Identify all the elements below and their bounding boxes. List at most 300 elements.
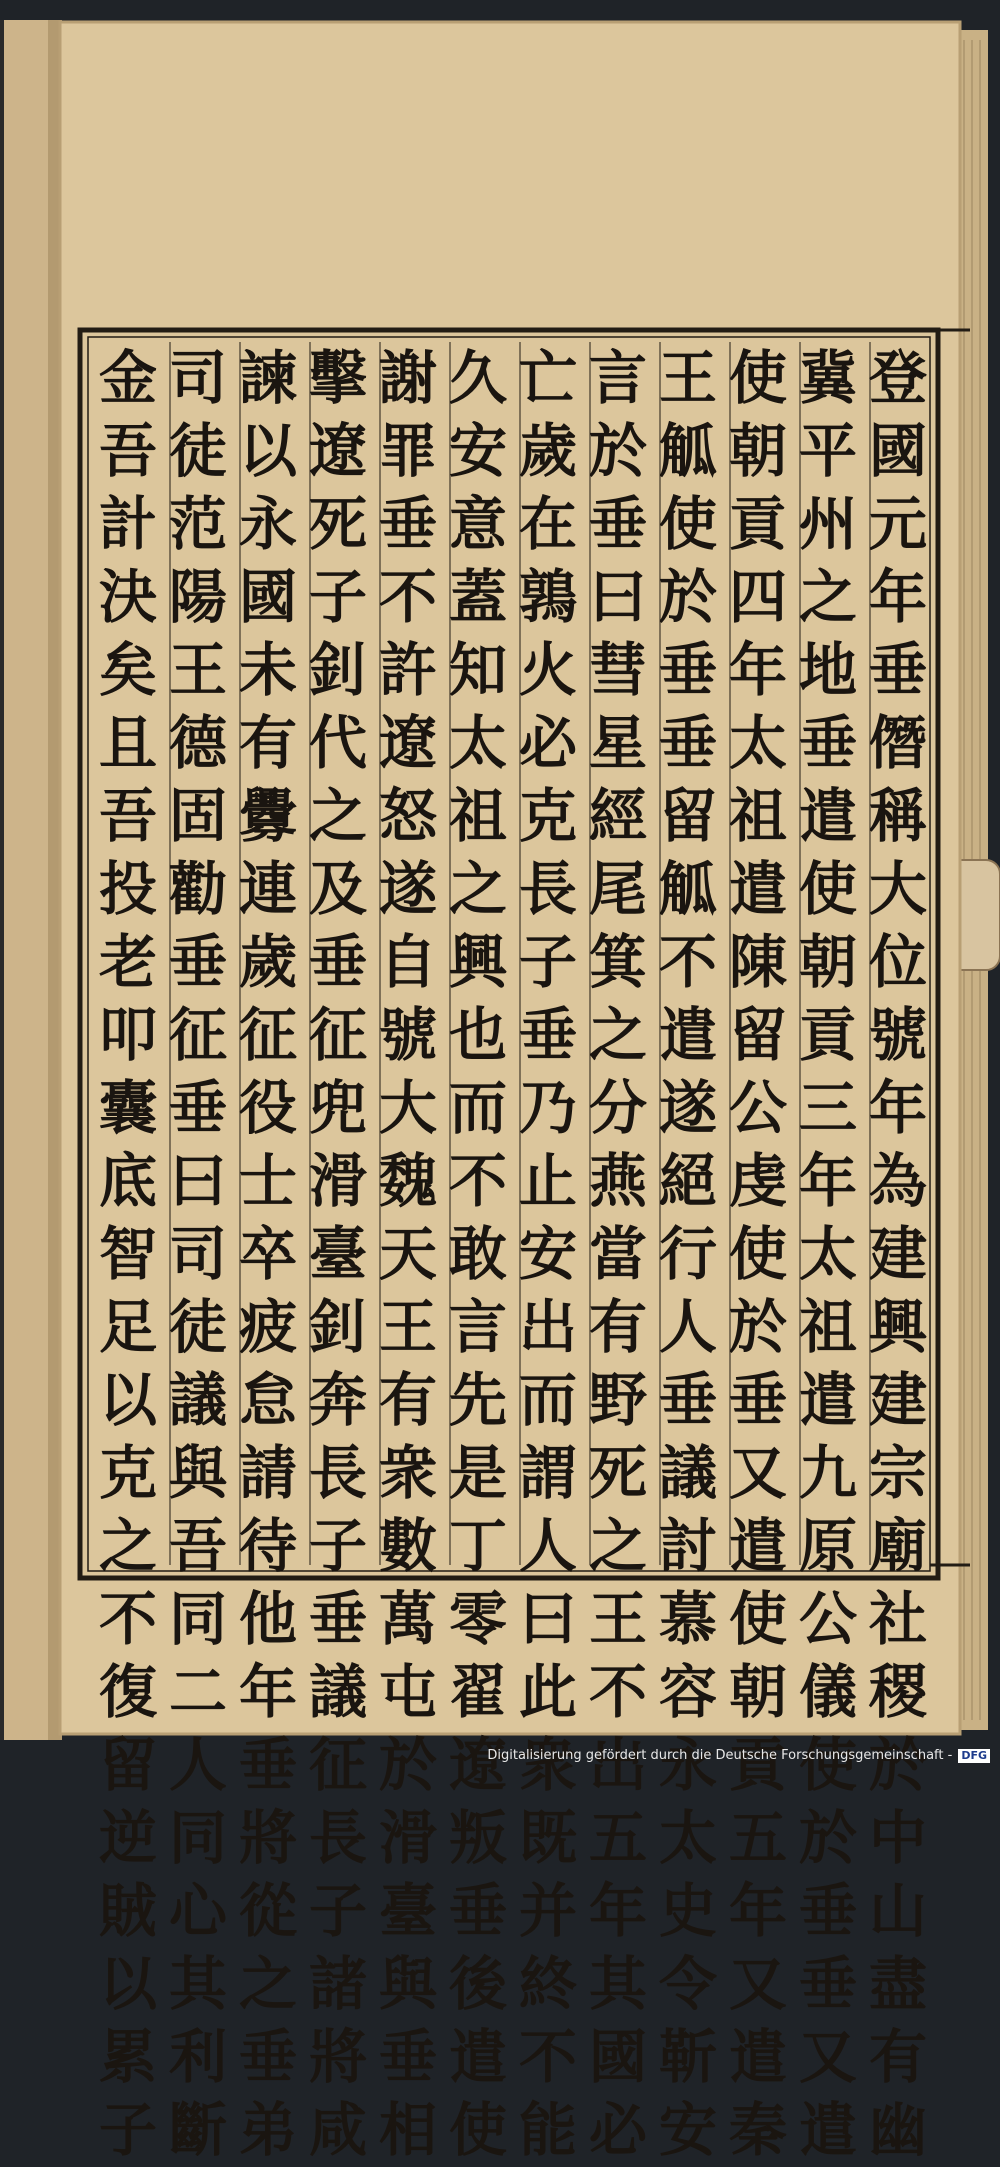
text-character: 號	[378, 1001, 437, 1069]
text-character: 遼	[378, 709, 437, 777]
text-character: 臺	[308, 1220, 367, 1288]
text-character: 留	[658, 782, 717, 850]
text-character: 歲	[518, 417, 577, 485]
text-character: 廟	[868, 1512, 927, 1580]
text-character: 衆	[378, 1439, 437, 1507]
text-character: 箕	[588, 928, 647, 996]
text-character: 朝	[798, 928, 857, 996]
text-character: 司	[168, 344, 227, 412]
text-character: 當	[588, 1220, 647, 1288]
text-character: 尾	[588, 855, 647, 923]
text-character: 議	[658, 1439, 717, 1507]
text-character: 永	[658, 1731, 717, 1799]
text-character: 釁	[238, 782, 297, 850]
text-character: 星	[588, 709, 647, 777]
text-character: 王	[588, 1585, 647, 1653]
text-character: 逆	[98, 1804, 157, 1872]
text-character: 有	[238, 709, 297, 777]
text-character: 萬	[378, 1585, 437, 1653]
text-character: 使	[448, 2096, 507, 2164]
text-column	[508, 342, 588, 2164]
text-character: 將	[308, 2023, 367, 2091]
text-character: 幽	[868, 2096, 927, 2164]
text-character: 之	[448, 855, 507, 923]
text-character: 在	[518, 490, 577, 558]
text-character: 曰	[518, 1585, 577, 1653]
text-character: 克	[98, 1439, 157, 1507]
text-character: 於	[658, 563, 717, 631]
text-character: 叩	[98, 1001, 157, 1069]
text-character: 稷	[868, 1658, 927, 1726]
text-character: 社	[868, 1585, 927, 1653]
text-character: 遣	[728, 855, 787, 923]
text-character: 長	[518, 855, 577, 923]
text-character: 心	[168, 1877, 227, 1945]
text-character: 彗	[588, 636, 647, 704]
text-column	[788, 342, 868, 2164]
text-character: 遣	[448, 2023, 507, 2091]
text-character: 遼	[308, 417, 367, 485]
text-character: 決	[98, 563, 157, 631]
text-character: 年	[868, 1074, 927, 1142]
text-character: 之	[588, 1001, 647, 1069]
text-character: 之	[238, 1950, 297, 2018]
text-character: 垂	[448, 1877, 507, 1945]
text-character: 於	[868, 1731, 927, 1799]
text-character: 垂	[798, 1950, 857, 2018]
text-character: 不	[448, 1147, 507, 1215]
text-character: 垂	[238, 1731, 297, 1799]
text-character: 靳	[658, 2023, 717, 2091]
text-character: 咸	[308, 2096, 367, 2164]
text-character: 使	[798, 855, 857, 923]
text-character: 連	[238, 855, 297, 923]
text-character: 分	[588, 1074, 647, 1142]
text-character: 祖	[728, 782, 787, 850]
text-column	[578, 342, 658, 2164]
text-character: 出	[588, 1731, 647, 1799]
text-character: 王	[168, 636, 227, 704]
text-character: 原	[798, 1512, 857, 1580]
text-character: 徒	[168, 417, 227, 485]
text-character: 丁	[448, 1512, 507, 1580]
text-character: 曰	[588, 563, 647, 631]
text-character: 他	[238, 1585, 297, 1653]
text-character: 既	[518, 1804, 577, 1872]
text-character: 終	[518, 1950, 577, 2018]
text-character: 先	[448, 1366, 507, 1434]
text-character: 以	[98, 1950, 157, 2018]
text-character: 而	[448, 1074, 507, 1142]
text-character: 年	[868, 563, 927, 631]
text-character: 征	[308, 1731, 367, 1799]
text-character: 遣	[728, 1512, 787, 1580]
text-character: 觚	[658, 417, 717, 485]
text-character: 垂	[518, 1001, 577, 1069]
text-character: 中	[868, 1804, 927, 1872]
text-character: 慕	[658, 1585, 717, 1653]
text-character: 子	[308, 1512, 367, 1580]
text-character: 絕	[658, 1147, 717, 1215]
text-character: 吾	[98, 782, 157, 850]
text-character: 垂	[378, 490, 437, 558]
text-character: 大	[378, 1074, 437, 1142]
text-character: 矣	[98, 636, 157, 704]
text-character: 陽	[168, 563, 227, 631]
text-character: 不	[658, 928, 717, 996]
text-character: 年	[728, 1877, 787, 1945]
text-character: 遼	[448, 1731, 507, 1799]
text-character: 言	[448, 1293, 507, 1361]
text-character: 衆	[518, 1731, 577, 1799]
text-character: 人	[518, 1512, 577, 1580]
text-character: 此	[518, 1658, 577, 1726]
text-character: 年	[588, 1877, 647, 1945]
text-character: 滑	[378, 1804, 437, 1872]
text-character: 金	[98, 344, 157, 412]
text-character: 死	[588, 1439, 647, 1507]
text-character: 代	[308, 709, 367, 777]
text-character: 於	[798, 1804, 857, 1872]
text-character: 行	[658, 1220, 717, 1288]
text-character: 宗	[868, 1439, 927, 1507]
text-character: 五	[588, 1804, 647, 1872]
text-character: 釗	[308, 636, 367, 704]
text-character: 使	[728, 344, 787, 412]
text-character: 經	[588, 782, 647, 850]
text-character: 曰	[168, 1147, 227, 1215]
text-character: 人	[168, 1731, 227, 1799]
text-character: 役	[238, 1074, 297, 1142]
text-character: 觚	[658, 855, 717, 923]
text-character: 征	[168, 1001, 227, 1069]
text-character: 屯	[378, 1658, 437, 1726]
text-character: 與	[168, 1439, 227, 1507]
text-character: 有	[868, 2023, 927, 2091]
text-character: 儀	[798, 1658, 857, 1726]
text-character: 垂	[588, 490, 647, 558]
text-character: 同	[168, 1804, 227, 1872]
text-character: 從	[238, 1877, 297, 1945]
text-character: 王	[658, 344, 717, 412]
text-character: 二	[168, 1658, 227, 1726]
text-character: 吾	[168, 1512, 227, 1580]
text-character: 范	[168, 490, 227, 558]
text-character: 長	[308, 1439, 367, 1507]
text-character: 同	[168, 1585, 227, 1653]
text-character: 將	[238, 1804, 297, 1872]
text-character: 遣	[728, 2023, 787, 2091]
text-character: 歲	[238, 928, 297, 996]
text-character: 興	[448, 928, 507, 996]
text-character: 垂	[658, 709, 717, 777]
text-character: 克	[518, 782, 577, 850]
text-character: 遣	[798, 1366, 857, 1434]
text-character: 垂	[868, 636, 927, 704]
text-character: 諸	[308, 1950, 367, 2018]
text-character: 垂	[238, 2023, 297, 2091]
text-column	[158, 342, 238, 2164]
text-character: 釗	[308, 1293, 367, 1361]
text-character: 使	[798, 1731, 857, 1799]
text-character: 謂	[518, 1439, 577, 1507]
text-character: 止	[518, 1147, 577, 1215]
text-character: 號	[868, 1001, 927, 1069]
text-character: 僭	[868, 709, 927, 777]
text-character: 罪	[378, 417, 437, 485]
text-character: 疲	[238, 1293, 297, 1361]
text-character: 有	[378, 1366, 437, 1434]
text-character: 燕	[588, 1147, 647, 1215]
text-character: 不	[98, 1585, 157, 1653]
text-character: 復	[98, 1658, 157, 1726]
text-character: 垂	[308, 928, 367, 996]
left-page-edge	[0, 20, 62, 1740]
text-character: 使	[658, 490, 717, 558]
text-character: 司	[168, 1220, 227, 1288]
text-column	[858, 342, 938, 2164]
text-character: 遂	[378, 855, 437, 923]
text-character: 永	[238, 490, 297, 558]
text-character: 地	[798, 636, 857, 704]
text-character: 於	[588, 417, 647, 485]
text-character: 零	[448, 1585, 507, 1653]
text-character: 垂	[168, 928, 227, 996]
text-character: 平	[798, 417, 857, 485]
text-character: 必	[518, 709, 577, 777]
text-character: 子	[308, 1877, 367, 1945]
text-character: 也	[448, 1001, 507, 1069]
text-character: 敢	[448, 1220, 507, 1288]
text-character: 征	[238, 1001, 297, 1069]
text-character: 王	[378, 1293, 437, 1361]
text-character: 其	[168, 1950, 227, 2018]
text-character: 數	[378, 1512, 437, 1580]
text-character: 奔	[308, 1366, 367, 1434]
text-character: 野	[588, 1366, 647, 1434]
text-character: 令	[658, 1950, 717, 2018]
text-character: 年	[238, 1658, 297, 1726]
text-column	[718, 342, 798, 2164]
text-character: 垂	[378, 2023, 437, 2091]
text-column	[88, 342, 168, 2164]
text-character: 底	[98, 1147, 157, 1215]
text-character: 垂	[658, 1366, 717, 1434]
text-character: 貢	[798, 1001, 857, 1069]
text-character: 之	[98, 1512, 157, 1580]
text-character: 虔	[728, 1147, 787, 1215]
text-character: 怠	[238, 1366, 297, 1434]
text-character: 公	[798, 1585, 857, 1653]
text-character: 垂	[308, 1585, 367, 1653]
text-character: 元	[868, 490, 927, 558]
text-character: 國	[868, 417, 927, 485]
text-character: 年	[798, 1147, 857, 1215]
text-character: 之	[588, 1512, 647, 1580]
text-character: 國	[588, 2023, 647, 2091]
text-character: 又	[798, 2023, 857, 2091]
text-character: 子	[518, 928, 577, 996]
text-character: 建	[868, 1366, 927, 1434]
text-character: 滑	[308, 1147, 367, 1215]
text-character: 太	[658, 1804, 717, 1872]
text-character: 討	[658, 1512, 717, 1580]
text-character: 年	[728, 636, 787, 704]
text-character: 謝	[378, 344, 437, 412]
text-character: 諫	[238, 344, 297, 412]
text-character: 徒	[168, 1293, 227, 1361]
text-character: 出	[518, 1293, 577, 1361]
text-column	[648, 342, 728, 2164]
text-character: 又	[728, 1950, 787, 2018]
text-character: 稱	[868, 782, 927, 850]
text-character: 以	[98, 1366, 157, 1434]
text-character: 祖	[448, 782, 507, 850]
text-character: 祖	[798, 1293, 857, 1361]
text-character: 兜	[308, 1074, 367, 1142]
text-character: 賊	[98, 1877, 157, 1945]
text-character: 士	[238, 1147, 297, 1215]
text-character: 征	[308, 1001, 367, 1069]
text-character: 留	[728, 1001, 787, 1069]
text-character: 垂	[798, 709, 857, 777]
text-character: 太	[448, 709, 507, 777]
text-character: 國	[238, 563, 297, 631]
text-character: 使	[728, 1220, 787, 1288]
text-character: 累	[98, 2023, 157, 2091]
text-character: 議	[168, 1366, 227, 1434]
text-character: 不	[518, 2023, 577, 2091]
text-character: 又	[728, 1439, 787, 1507]
text-character: 冀	[798, 344, 857, 412]
text-character: 并	[518, 1877, 577, 1945]
text-character: 安	[518, 1220, 577, 1288]
text-character: 且	[98, 709, 157, 777]
text-character: 知	[448, 636, 507, 704]
text-character: 秦	[728, 2096, 787, 2164]
text-character: 足	[98, 1293, 157, 1361]
text-character: 公	[728, 1074, 787, 1142]
text-character: 不	[378, 563, 437, 631]
text-character: 之	[798, 563, 857, 631]
text-column	[438, 342, 518, 2164]
text-character: 臺	[378, 1877, 437, 1945]
text-character: 太	[728, 709, 787, 777]
text-character: 興	[868, 1293, 927, 1361]
text-character: 叛	[448, 1804, 507, 1872]
text-character: 朝	[728, 417, 787, 485]
digitization-credit	[487, 1748, 990, 1763]
text-character: 投	[98, 855, 157, 923]
text-character: 之	[308, 782, 367, 850]
text-character: 鶉	[518, 563, 577, 631]
text-character: 計	[98, 490, 157, 558]
credit-text: Digitalisierung gefördert durch die Deutsche Forschungsgemeinschaft -	[487, 1748, 953, 1763]
text-character: 待	[238, 1512, 297, 1580]
text-character: 陳	[728, 928, 787, 996]
text-character: 弟	[238, 2096, 297, 2164]
text-character: 史	[658, 1877, 717, 1945]
text-character: 未	[238, 636, 297, 704]
text-character: 以	[238, 417, 297, 485]
text-character: 遣	[798, 2096, 857, 2164]
text-character: 乃	[518, 1074, 577, 1142]
text-character: 人	[658, 1293, 717, 1361]
text-column	[298, 342, 378, 2164]
text-character: 五	[728, 1804, 787, 1872]
text-character: 垂	[168, 1074, 227, 1142]
text-character: 火	[518, 636, 577, 704]
text-character: 議	[308, 1658, 367, 1726]
text-character: 遣	[798, 782, 857, 850]
text-character: 為	[868, 1147, 927, 1215]
text-character: 貢	[728, 490, 787, 558]
text-character: 盡	[868, 1950, 927, 2018]
text-character: 垂	[798, 1877, 857, 1945]
text-character: 必	[588, 2096, 647, 2164]
text-character: 登	[868, 344, 927, 412]
text-character: 建	[868, 1220, 927, 1288]
text-character: 囊	[98, 1074, 157, 1142]
text-character: 及	[308, 855, 367, 923]
text-character: 請	[238, 1439, 297, 1507]
text-character: 太	[798, 1220, 857, 1288]
text-column	[228, 342, 308, 2164]
text-character: 天	[378, 1220, 437, 1288]
text-character: 死	[308, 490, 367, 558]
text-character: 言	[588, 344, 647, 412]
text-character: 能	[518, 2096, 577, 2164]
text-character: 老	[98, 928, 157, 996]
dfg-logo: DFG	[958, 1749, 990, 1763]
text-character: 勸	[168, 855, 227, 923]
text-character: 安	[658, 2096, 717, 2164]
text-character: 而	[518, 1366, 577, 1434]
text-character: 後	[448, 1950, 507, 2018]
text-column	[368, 342, 448, 2164]
text-character: 魏	[378, 1147, 437, 1215]
text-character: 子	[98, 2096, 157, 2164]
text-character: 其	[588, 1950, 647, 2018]
text-character: 有	[588, 1293, 647, 1361]
text-character: 安	[448, 417, 507, 485]
text-character: 意	[448, 490, 507, 558]
text-character: 三	[798, 1074, 857, 1142]
text-character: 不	[588, 1658, 647, 1726]
text-character: 位	[868, 928, 927, 996]
text-character: 九	[798, 1439, 857, 1507]
text-character: 亡	[518, 344, 577, 412]
text-character: 留	[98, 1731, 157, 1799]
text-character: 許	[378, 636, 437, 704]
text-character: 於	[728, 1293, 787, 1361]
text-character: 與	[378, 1950, 437, 2018]
text-character: 是	[448, 1439, 507, 1507]
text-character: 朝	[728, 1658, 787, 1726]
text-character: 垂	[728, 1366, 787, 1434]
text-character: 州	[798, 490, 857, 558]
text-character: 遂	[658, 1074, 717, 1142]
text-character: 子	[308, 563, 367, 631]
text-character: 德	[168, 709, 227, 777]
text-character: 吾	[98, 417, 157, 485]
text-character: 擊	[308, 344, 367, 412]
text-character: 翟	[448, 1658, 507, 1726]
text-character: 四	[728, 563, 787, 631]
text-character: 相	[378, 2096, 437, 2164]
text-character: 自	[378, 928, 437, 996]
text-character: 遣	[658, 1001, 717, 1069]
